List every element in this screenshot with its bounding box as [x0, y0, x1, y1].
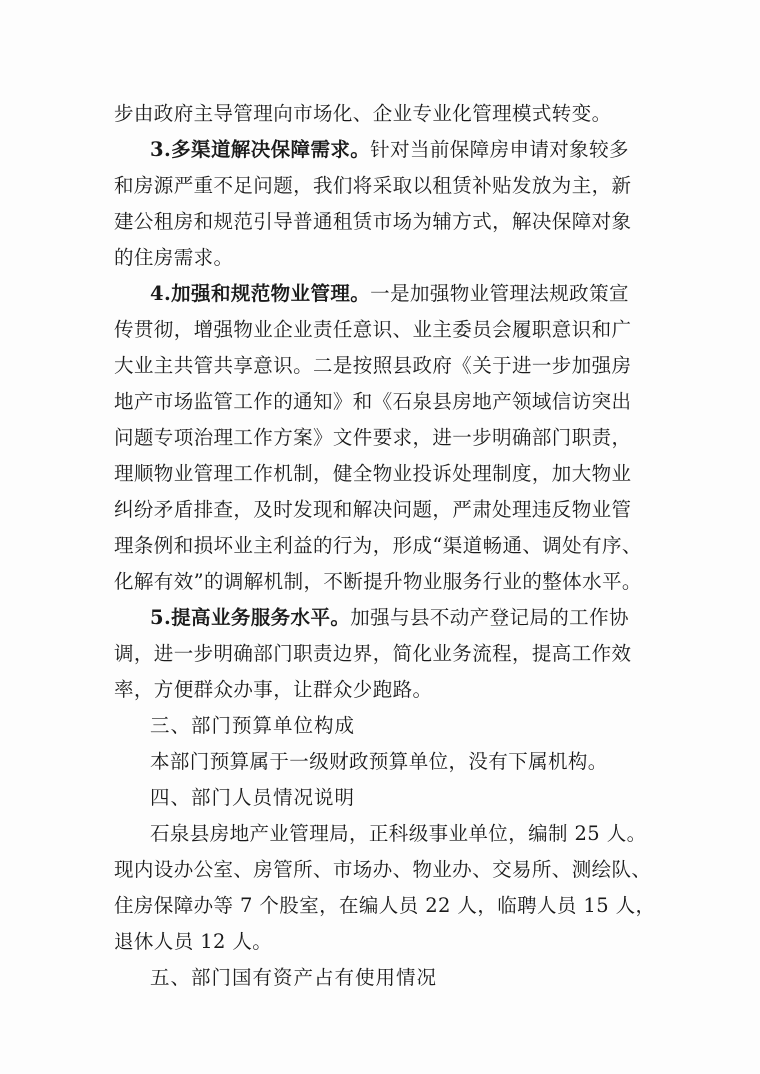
- line-text: 建公租房和规范引导普通租赁市场为辅方式，解决保障对象: [114, 210, 632, 233]
- line-text: 率，方便群众办事，让群众少跑路。: [114, 678, 433, 701]
- line-text: 问题专项治理工作方案》文件要求，进一步明确部门职责，: [114, 426, 632, 449]
- section-heading: [150, 708, 674, 744]
- paragraph-line: [114, 204, 674, 240]
- line-text: 理条例和损坏业主利益的行为，形成“渠道畅通、调处有序、: [114, 534, 642, 557]
- paragraph-line: [150, 744, 674, 780]
- paragraph-line: [150, 132, 674, 168]
- heading-text: 五、部门国有资产占有使用情况: [150, 966, 438, 989]
- paragraph-line: [150, 600, 674, 636]
- paragraph-line: [114, 672, 674, 708]
- paragraph-line: [114, 348, 674, 384]
- paragraph-line: [114, 312, 674, 348]
- section-item-title: 3.多渠道解决保障需求。: [150, 138, 371, 161]
- paragraph-line: [114, 888, 674, 924]
- heading-text: 三、部门预算单位构成: [150, 714, 356, 737]
- paragraph-line: [114, 528, 674, 564]
- line-text: 的住房需求。: [114, 246, 234, 269]
- paragraph-line: [114, 564, 674, 600]
- line-text: 现内设办公室、房管所、市场办、物业办、交易所、测绘队、: [114, 858, 652, 881]
- section-heading: [150, 780, 674, 816]
- line-text: 一是加强物业管理法规政策宣: [370, 282, 629, 305]
- paragraph-line: [114, 384, 674, 420]
- paragraph-line: [114, 636, 674, 672]
- line-text: 调，进一步明确部门职责边界，简化业务流程，提高工作效: [114, 642, 632, 665]
- paragraph-line: [150, 276, 674, 312]
- paragraph-line: [114, 168, 674, 204]
- line-text: 退休人员 12 人。: [114, 930, 273, 953]
- paragraph-line: [114, 96, 674, 132]
- paragraph-line: [114, 852, 674, 888]
- line-text: 地产市场监管工作的通知》和《石泉县房地产领域信访突出: [114, 390, 632, 413]
- paragraph-line: [114, 420, 674, 456]
- section-item-title: 4.加强和规范物业管理。: [150, 282, 371, 305]
- line-text: 住房保障办等 7 个股室，在编人员 22 人，临聘人员 15 人，: [114, 894, 656, 917]
- paragraph-line: [114, 492, 674, 528]
- line-text: 石泉县房地产业管理局，正科级事业单位，编制 25 人。: [150, 822, 647, 845]
- paragraph-line: [114, 924, 674, 960]
- line-text: 加强与县不动产登记局的工作协: [350, 606, 629, 629]
- line-text: 理顺物业管理工作机制，健全物业投诉处理制度，加大物业: [114, 462, 632, 485]
- section-item-title: 5.提高业务服务水平。: [150, 606, 351, 629]
- line-text: 大业主共管共享意识。二是按照县政府《关于进一步加强房: [114, 354, 632, 377]
- paragraph-line: [114, 456, 674, 492]
- line-text: 化解有效”的调解机制，不断提升物业服务行业的整体水平。: [114, 570, 642, 593]
- heading-text: 四、部门人员情况说明: [150, 786, 356, 809]
- line-text: 纠纷矛盾排查，及时发现和解决问题，严肃处理违反物业管: [114, 498, 632, 521]
- line-text: 本部门预算属于一级财政预算单位，没有下属机构。: [150, 750, 608, 773]
- line-text: 和房源严重不足问题，我们将采取以租赁补贴发放为主，新: [114, 174, 632, 197]
- paragraph-line: [150, 816, 674, 852]
- line-text: 针对当前保障房申请对象较多: [370, 138, 629, 161]
- section-heading: [150, 960, 674, 996]
- line-text: 传贯彻，增强物业企业责任意识、业主委员会履职意识和广: [114, 318, 632, 341]
- paragraph-line: [114, 240, 674, 276]
- line-text: 步由政府主导管理向市场化、企业专业化管理模式转变。: [114, 102, 612, 125]
